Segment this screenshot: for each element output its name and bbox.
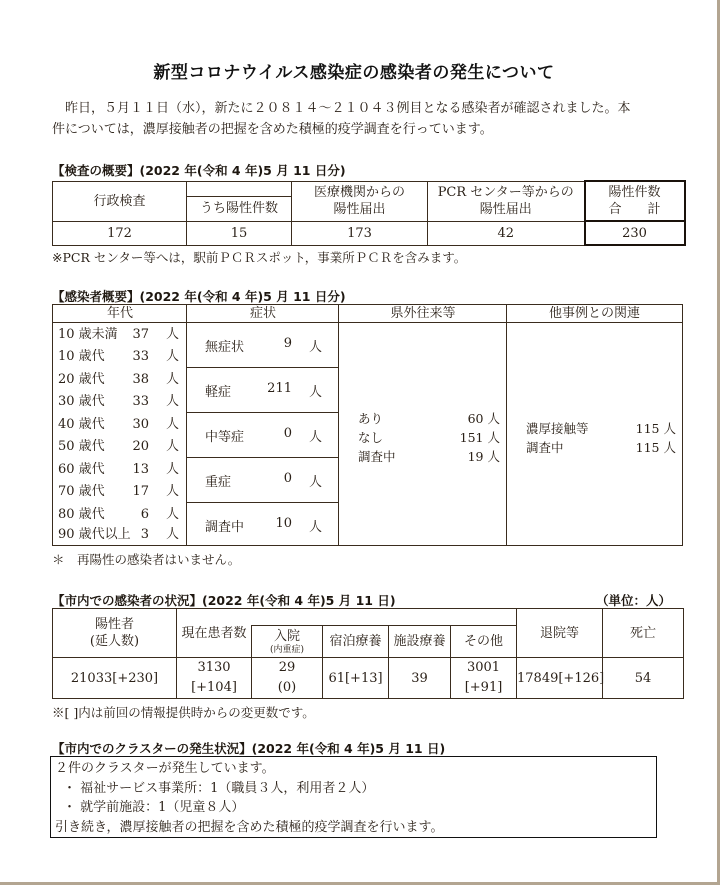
header-total-line1: 陽性件数 — [608, 185, 661, 200]
age-unit: 人 — [165, 507, 179, 522]
age-label: 40 歳代 — [58, 417, 105, 432]
symptom-label: 重症 — [205, 475, 232, 490]
value-death: 54 — [603, 658, 684, 699]
status-unit-label: （単位：人） — [596, 593, 672, 608]
status-heading: 【市内での感染者の状況】(2022 年(令和 4 年)5 月 11 日) — [52, 593, 396, 608]
symptom-row — [187, 458, 339, 503]
value-current — [177, 658, 252, 699]
symptom-unit: 人 — [308, 475, 322, 490]
testing-heading: 【検査の概要】(2022 年(令和 4 年)5 月 11 日分) — [52, 163, 346, 178]
header-other: その他 — [451, 626, 517, 658]
cluster-item: ・ 福祉サービス事業所：1（職員３人，利用者２人） — [63, 780, 375, 796]
header-hospital — [252, 626, 323, 658]
age-unit: 人 — [165, 372, 179, 387]
header-current: 現在患者数 — [177, 609, 252, 658]
value-other-line2: [+91] — [464, 680, 503, 695]
symptom-label: 調査中 — [205, 520, 245, 535]
infected-heading: 【感染者概要】(2022 年(令和 4 年)5 月 11 日分) — [52, 289, 346, 304]
age-count: 37 — [132, 327, 149, 342]
cluster-item: ・ 就学前施設：1（児童８人） — [63, 800, 245, 815]
travel-value: 60 人 — [467, 411, 500, 426]
testing-table — [52, 180, 686, 246]
age-label: 30 歳代 — [58, 394, 105, 409]
symptom-label: 軽症 — [205, 385, 232, 400]
travel-value: 151 人 — [459, 430, 500, 445]
travel-row — [358, 447, 500, 466]
header-total-line2: 合 計 — [608, 202, 661, 217]
value-hospital — [252, 658, 323, 699]
symptom-row — [187, 323, 339, 368]
status-table — [52, 608, 684, 699]
header-positive-line1: 陽性者 — [94, 617, 134, 632]
intro-line-1: 昨日，５月１１日（水），新たに２０８１４～２１０４３例目となる感染者が確認されました。本 — [65, 101, 631, 116]
header-pcr-line2: 陽性届出 — [479, 202, 532, 217]
value-hospital-line1: 29 — [278, 660, 296, 675]
header-medical-line1: 医療機関からの — [313, 185, 405, 200]
age-count: 13 — [132, 462, 149, 477]
header-positive — [53, 609, 177, 658]
travel-row — [358, 409, 500, 428]
relation-value: 115 人 — [635, 421, 676, 436]
age-label: 10 歳代 — [58, 349, 105, 364]
age-unit: 人 — [165, 439, 179, 454]
age-unit: 人 — [165, 462, 179, 477]
intro-paragraph — [52, 98, 692, 140]
symptom-unit: 人 — [308, 340, 322, 355]
age-label: 10 歳未満 — [58, 327, 118, 342]
header-medical-line2: 陽性届出 — [333, 202, 386, 217]
travel-row — [358, 428, 500, 447]
relation-value: 115 人 — [635, 440, 676, 455]
age-unit: 人 — [165, 327, 179, 342]
header-medical — [292, 181, 428, 221]
age-count: 33 — [132, 394, 149, 409]
relation-row — [526, 438, 676, 457]
header-discharged: 退院等 — [517, 609, 603, 658]
symptom-count: 10 — [275, 516, 292, 531]
header-relation: 他事例との関連 — [507, 305, 682, 323]
header-total — [585, 181, 685, 221]
age-label: 20 歳代 — [58, 372, 105, 387]
page-title: 新型コロナウイルス感染症の感染者の発生について — [153, 63, 555, 83]
age-unit: 人 — [165, 417, 179, 432]
header-admin-test: 行政検査 — [53, 181, 187, 221]
age-count: 6 — [140, 507, 149, 522]
age-count: 38 — [132, 372, 149, 387]
age-label: 80 歳代 — [58, 507, 105, 522]
symptom-row — [187, 413, 339, 458]
header-hospital-line2: (内重症) — [269, 644, 305, 655]
symptom-count: 9 — [283, 336, 292, 351]
age-unit: 人 — [165, 527, 179, 542]
age-count: 30 — [132, 417, 149, 432]
value-positive: 21033[+230] — [53, 658, 177, 699]
value-other — [451, 658, 517, 699]
symptom-unit: 人 — [308, 385, 322, 400]
age-label: 70 歳代 — [58, 484, 105, 499]
age-label: 90 歳代以上 — [58, 527, 131, 542]
age-count: 3 — [140, 527, 149, 542]
symptom-unit: 人 — [308, 430, 322, 445]
header-positive-line2: (延人数) — [89, 634, 140, 649]
age-count: 33 — [132, 349, 149, 364]
cluster-footer: 引き続き，濃厚接触者の把握を含めた積極的疫学調査を行います。 — [55, 819, 444, 835]
cluster-summary: ２件のクラスターが発生しています。 — [55, 761, 275, 776]
value-other-line1: 3001 — [466, 660, 501, 675]
age-unit: 人 — [165, 484, 179, 499]
travel-label: 調査中 — [358, 449, 396, 464]
cluster-box — [50, 756, 657, 838]
relation-label: 濃厚接触等 — [526, 421, 589, 436]
header-admin-positive: うち陽性件数 — [187, 196, 292, 221]
travel-value: 19 人 — [467, 449, 500, 464]
value-hospital-line2: (0) — [277, 680, 297, 695]
symptom-count: 211 — [267, 381, 292, 396]
header-pcr-line1: PCR センター等からの — [437, 185, 574, 200]
value-hotel: 61[+13] — [323, 658, 389, 699]
value-current-line1: 3130 — [197, 660, 231, 675]
value-facility: 39 — [389, 658, 451, 699]
header-facility: 施設療養 — [389, 626, 451, 658]
travel-label: なし — [358, 430, 384, 445]
value-pcr: 42 — [428, 221, 585, 245]
header-current-breakdown — [252, 609, 517, 626]
age-unit: 人 — [165, 394, 179, 409]
cluster-heading: 【市内でのクラスターの発生状況】(2022 年(令和 4 年)5 月 11 日) — [52, 741, 446, 756]
value-total: 230 — [585, 221, 685, 245]
age-label: 50 歳代 — [58, 439, 105, 454]
intro-line-2: 件については，濃厚接触者の把握を含めた積極的疫学調査を行っています。 — [52, 122, 493, 137]
testing-note: ※PCR センター等へは，駅前ＰＣＲスポット，事業所ＰＣＲを含みます。 — [52, 250, 467, 265]
age-label: 60 歳代 — [58, 462, 105, 477]
symptom-row — [187, 503, 339, 545]
header-death: 死亡 — [603, 609, 684, 658]
symptom-count: 0 — [283, 426, 292, 441]
header-age: 年代 — [53, 305, 187, 323]
symptom-unit: 人 — [308, 520, 322, 535]
symptom-count: 0 — [283, 471, 292, 486]
relation-label: 調査中 — [526, 440, 564, 455]
infected-note: ＊ 再陽性の感染者はいません。 — [52, 552, 241, 567]
symptom-row — [187, 368, 339, 413]
symptom-label: 無症状 — [205, 340, 245, 355]
value-medical: 173 — [292, 221, 428, 245]
header-symptom: 症状 — [187, 305, 339, 323]
infected-table — [52, 304, 683, 546]
relation-row — [526, 419, 676, 438]
travel-label: あり — [358, 411, 384, 426]
header-hospital-line1: 入院 — [273, 628, 300, 644]
age-unit: 人 — [165, 349, 179, 364]
header-pcr — [428, 181, 585, 221]
value-current-line2: [+104] — [191, 680, 237, 695]
age-count: 20 — [132, 439, 149, 454]
value-discharged: 17849[+126] — [517, 658, 603, 699]
age-count: 17 — [132, 484, 149, 499]
header-travel: 県外往来等 — [339, 305, 507, 323]
header-hotel: 宿泊療養 — [323, 626, 389, 658]
value-admin-test: 172 — [53, 221, 187, 245]
status-note: ※[ ]内は前回の情報提供時からの変更数です。 — [52, 705, 315, 720]
symptom-label: 中等症 — [205, 430, 245, 445]
value-admin-positive: 15 — [187, 221, 292, 245]
header-blank — [187, 181, 292, 196]
